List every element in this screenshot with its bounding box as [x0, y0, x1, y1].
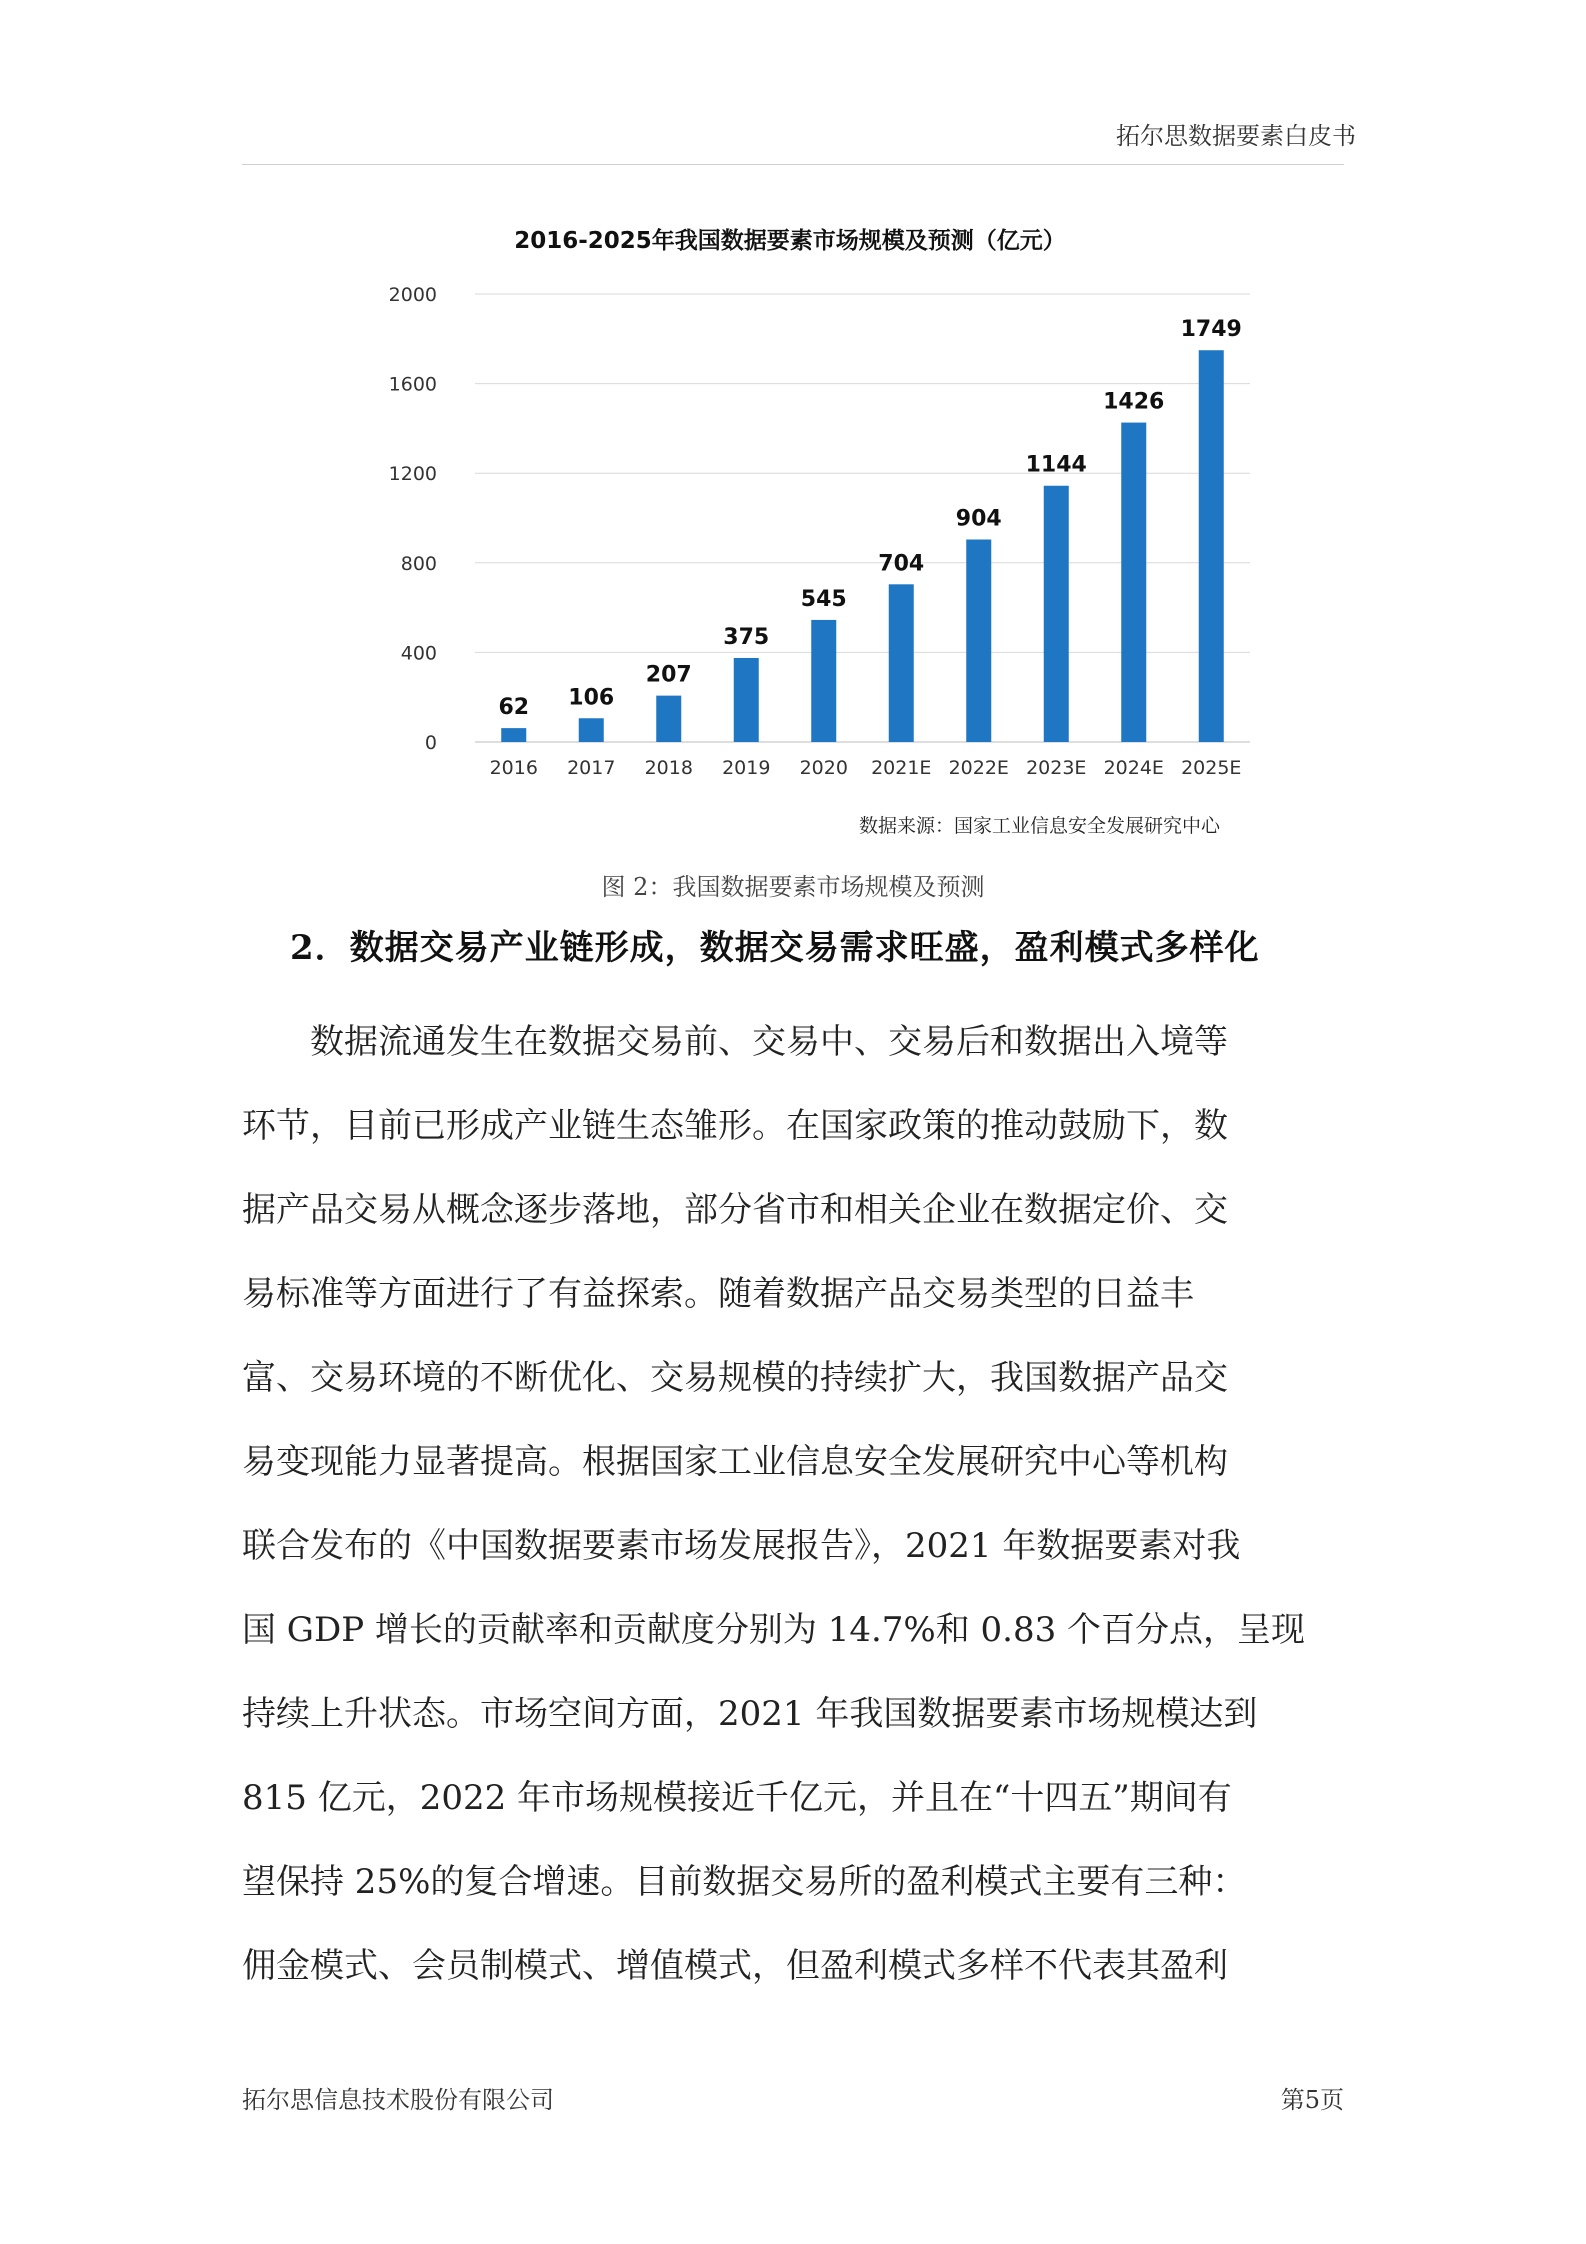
y-tick-label: 400 — [400, 642, 437, 665]
body-text-line: 815 亿元，2022 年市场规模接近千亿元，并且在“十四五”期间有 — [242, 1778, 1232, 1818]
y-tick-label: 1600 — [388, 373, 437, 396]
bar-2025E — [1199, 350, 1224, 742]
bar-2019 — [734, 658, 759, 742]
y-tick-label: 0 — [424, 732, 437, 754]
footer-company: 拓尔思信息技术股份有限公司 — [242, 2086, 554, 2114]
body-text-line: 易标准等方面进行了有益探索。随着数据产品交易类型的日益丰 — [242, 1274, 1194, 1314]
bar-2021E — [889, 584, 914, 742]
bar-2016 — [501, 728, 526, 742]
chart-source-note: 数据来源：国家工业信息安全发展研究中心 — [858, 815, 1220, 837]
bar-2018 — [656, 696, 681, 742]
body-text-line: 持续上升状态。市场空间方面，2021 年我国数据要素市场规模达到 — [242, 1694, 1258, 1734]
y-tick-label: 1200 — [388, 463, 437, 486]
data-label: 62 — [498, 695, 530, 721]
x-tick-label: 2023E — [1026, 757, 1087, 779]
data-label: 1426 — [1103, 389, 1165, 415]
data-label: 1144 — [1025, 452, 1087, 478]
chart-title: 2016-2025年我国数据要素市场规模及预测（亿元） — [514, 228, 1066, 254]
page-header-title: 拓尔思数据要素白皮书 — [1116, 122, 1356, 150]
y-tick-label: 2000 — [388, 284, 437, 306]
bar-2022E — [966, 540, 991, 742]
data-label: 704 — [878, 551, 925, 577]
x-tick-label: 2017 — [567, 757, 616, 779]
body-text-line: 易变现能力显著提高。根据国家工业信息安全发展研究中心等机构 — [242, 1442, 1228, 1482]
body-text-line: 佣金模式、会员制模式、增值模式，但盈利模式多样不代表其盈利 — [242, 1946, 1228, 1986]
x-tick-label: 2018 — [644, 757, 693, 779]
data-label: 106 — [568, 685, 615, 711]
x-tick-label: 2022E — [948, 757, 1009, 779]
figure-caption: 图 2：我国数据要素市场规模及预测 — [601, 873, 985, 901]
data-label: 375 — [723, 625, 770, 650]
bar-2024E — [1121, 423, 1146, 742]
x-tick-label: 2016 — [489, 757, 538, 779]
market-size-bar-chart — [380, 222, 1260, 862]
header-rule — [242, 164, 1344, 165]
bar-2020 — [811, 620, 836, 742]
body-text-line: 国 GDP 增长的贡献率和贡献度分别为 14.7%和 0.83 个百分点，呈现 — [242, 1610, 1306, 1650]
data-label: 545 — [800, 586, 847, 612]
data-label: 904 — [955, 506, 1002, 532]
data-label: 1749 — [1180, 317, 1242, 343]
bar-2017 — [579, 718, 604, 742]
x-tick-label: 2024E — [1103, 757, 1164, 779]
body-text-line: 富、交易环境的不断优化、交易规模的持续扩大，我国数据产品交 — [242, 1358, 1228, 1398]
bar-2023E — [1044, 486, 1069, 742]
y-tick-label: 800 — [400, 552, 437, 575]
body-text-line: 数据流通发生在数据交易前、交易中、交易后和数据出入境等 — [242, 1022, 1228, 1062]
footer-page-number: 第5页 — [1280, 2086, 1344, 2114]
x-tick-label: 2021E — [871, 757, 932, 779]
data-label: 207 — [645, 662, 692, 688]
x-tick-label: 2025E — [1181, 757, 1242, 779]
body-text-line: 望保持 25%的复合增速。目前数据交易所的盈利模式主要有三种： — [242, 1862, 1247, 1902]
x-tick-label: 2020 — [799, 757, 848, 779]
section-heading: 2．数据交易产业链形成，数据交易需求旺盛，盈利模式多样化 — [290, 928, 1260, 968]
body-paragraph — [242, 1000, 1346, 2008]
x-tick-label: 2019 — [722, 757, 771, 779]
body-text-line: 据产品交易从概念逐步落地，部分省市和相关企业在数据定价、交 — [242, 1190, 1228, 1230]
body-text-line: 联合发布的《中国数据要素市场发展报告》，2021 年数据要素对我 — [242, 1526, 1241, 1566]
body-text-line: 环节，目前已形成产业链生态雏形。在国家政策的推动鼓励下，数 — [242, 1106, 1228, 1146]
